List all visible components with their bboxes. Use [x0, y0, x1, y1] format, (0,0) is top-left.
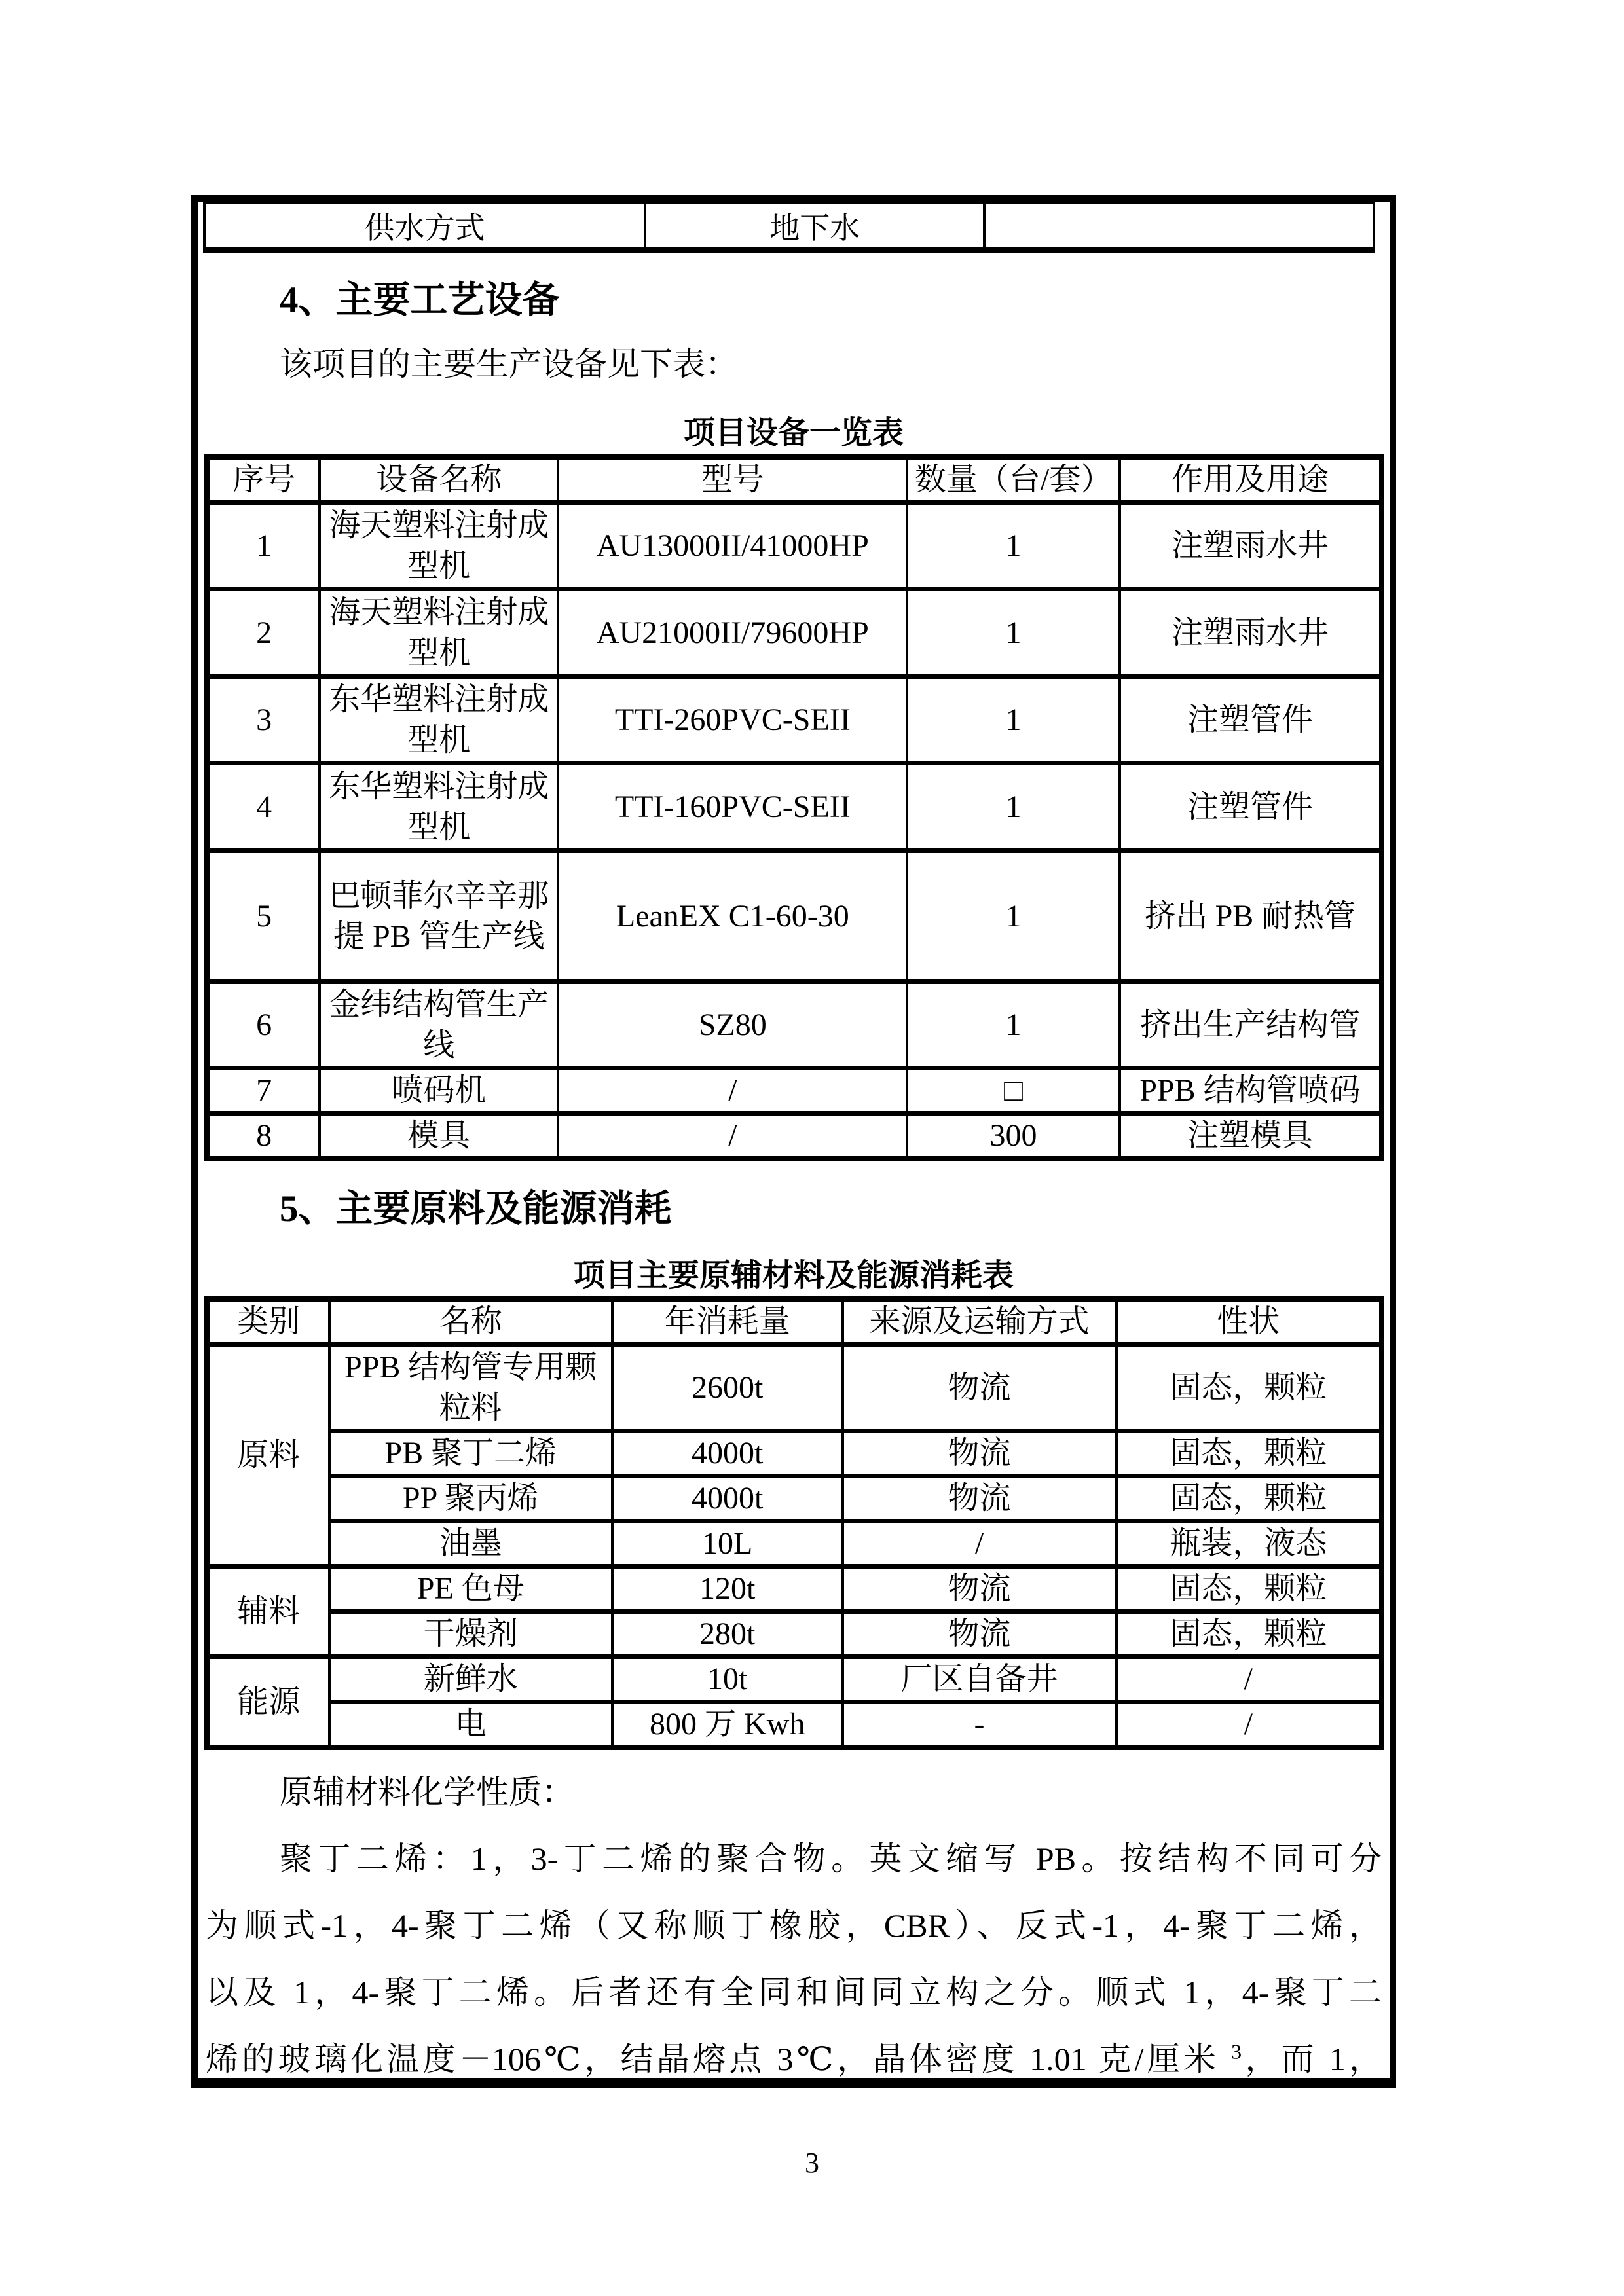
paragraph-text: ，而 1， — [1242, 2041, 1382, 2077]
table-cell: 物流 — [843, 1431, 1116, 1476]
table-cell: 巴顿菲尔辛辛那提 PB 管生产线 — [320, 851, 558, 982]
paragraph-line: 聚丁二烯：1，3-丁二烯的聚合物。英文缩写 PB。按结构不同可分 — [280, 1840, 1382, 1877]
header-cell: 性状 — [1116, 1299, 1382, 1345]
chemistry-intro: 原辅材料化学性质： — [280, 1774, 574, 1810]
table-cell: 物流 — [843, 1345, 1116, 1431]
table-row — [207, 1476, 1382, 1522]
table-cell: 固态，颗粒 — [1116, 1476, 1382, 1522]
table-cell: 4 — [207, 763, 320, 851]
table-cell: PPB 结构管专用颗粒料 — [329, 1345, 612, 1431]
table-cell: 4000t — [612, 1431, 843, 1476]
table-row — [207, 851, 1382, 982]
header-cell: 类别 — [207, 1299, 329, 1345]
table-cell: 海天塑料注射成型机 — [320, 503, 558, 589]
table-cell: 固态，颗粒 — [1116, 1345, 1382, 1431]
category-cell: 能源 — [207, 1657, 329, 1748]
paragraph-line: 以及 1，4-聚丁二烯。后者还有全同和间同立构之分。顺式 1，4-聚丁二 — [206, 1974, 1382, 2011]
table-cell: 固态，颗粒 — [1116, 1431, 1382, 1476]
table-cell: 8 — [207, 1114, 320, 1159]
table-cell: 注塑管件 — [1120, 763, 1382, 851]
table-cell: 物流 — [843, 1612, 1116, 1657]
header-cell: 年消耗量 — [612, 1299, 843, 1345]
table-cell: 2 — [207, 589, 320, 677]
table-cell: 6 — [207, 982, 320, 1068]
table-cell: 挤出 PB 耐热管 — [1120, 851, 1382, 982]
header-cell: 名称 — [329, 1299, 612, 1345]
table-cell: 7 — [207, 1068, 320, 1114]
table-cell: 海天塑料注射成型机 — [320, 589, 558, 677]
table-cell: 10L — [612, 1522, 843, 1567]
table-cell: PB 聚丁二烯 — [329, 1431, 612, 1476]
table-cell: 金纬结构管生产线 — [320, 982, 558, 1068]
table-cell: 挤出生产结构管 — [1120, 982, 1382, 1068]
materials-header-row — [207, 1299, 1382, 1345]
table-cell: 1 — [907, 851, 1120, 982]
table-cell: PP 聚丙烯 — [329, 1476, 612, 1522]
table-cell: 1 — [907, 677, 1120, 763]
chemistry-section — [198, 1774, 1390, 2077]
table-row — [207, 1345, 1382, 1431]
materials-table — [204, 1296, 1384, 1750]
table-cell: 1 — [907, 589, 1120, 677]
header-cell: 作用及用途 — [1120, 457, 1382, 503]
table-cell: 厂区自备井 — [843, 1657, 1116, 1702]
table-cell: 电 — [329, 1702, 612, 1748]
table-cell: 东华塑料注射成型机 — [320, 763, 558, 851]
table-cell: 物流 — [843, 1567, 1116, 1612]
table-cell: 物流 — [843, 1476, 1116, 1522]
table-cell: 280t — [612, 1612, 843, 1657]
superscript-3: 3 — [1231, 2039, 1242, 2064]
table-cell: 2600t — [612, 1345, 843, 1431]
paragraph-line: 为顺式-1，4-聚丁二烯（又称顺丁橡胶，CBR）、反式-1，4-聚丁二烯， — [206, 1907, 1382, 1944]
water-supply-value-cell: 地下水 — [645, 203, 984, 250]
table-cell: 注塑管件 — [1120, 677, 1382, 763]
table-cell: TTI-160PVC-SEII — [558, 763, 907, 851]
table-cell: 1 — [907, 763, 1120, 851]
table-cell: 模具 — [320, 1114, 558, 1159]
table-cell: 固态，颗粒 — [1116, 1567, 1382, 1612]
header-cell: 型号 — [558, 457, 907, 503]
table-cell: 东华塑料注射成型机 — [320, 677, 558, 763]
table-cell: / — [1116, 1657, 1382, 1702]
content-frame — [191, 195, 1396, 2088]
table-cell: 300 — [907, 1114, 1120, 1159]
table-cell: / — [558, 1068, 907, 1114]
table-row — [207, 677, 1382, 763]
table-row — [207, 1431, 1382, 1476]
table-row — [207, 1522, 1382, 1567]
table-cell: SZ80 — [558, 982, 907, 1068]
table-cell: 干燥剂 — [329, 1612, 612, 1657]
equipment-table-title: 项目设备一览表 — [683, 416, 904, 450]
equipment-header-row — [207, 457, 1382, 503]
paragraph-line — [206, 2041, 1382, 2077]
section4-intro: 该项目的主要生产设备见下表： — [280, 346, 738, 382]
table-cell: 固态，颗粒 — [1116, 1612, 1382, 1657]
table-row — [207, 503, 1382, 589]
table-row — [207, 982, 1382, 1068]
materials-table-title: 项目主要原辅材料及能源消耗表 — [573, 1258, 1014, 1293]
missing-glyph-cell: □ — [907, 1068, 1120, 1114]
category-cell: 辅料 — [207, 1567, 329, 1657]
table-row — [207, 1657, 1382, 1702]
section4-heading: 4、主要工艺设备 — [280, 280, 560, 321]
empty-cell — [984, 203, 1374, 250]
table-cell: - — [843, 1702, 1116, 1748]
table-cell: LeanEX C1-60-30 — [558, 851, 907, 982]
table-row — [207, 589, 1382, 677]
table-cell: 油墨 — [329, 1522, 612, 1567]
page-number: 3 — [805, 2147, 819, 2179]
table-cell: 1 — [907, 503, 1120, 589]
table-cell: 1 — [907, 982, 1120, 1068]
table-row — [204, 203, 1374, 250]
header-cell: 数量（台/套） — [907, 457, 1120, 503]
table-row — [207, 1567, 1382, 1612]
table-row — [207, 1114, 1382, 1159]
table-cell: PE 色母 — [329, 1567, 612, 1612]
table-row — [207, 1068, 1382, 1114]
table-cell: 120t — [612, 1567, 843, 1612]
table-row — [207, 1702, 1382, 1748]
table-cell: 1 — [207, 503, 320, 589]
table-cell: 注塑模具 — [1120, 1114, 1382, 1159]
table-cell: / — [1116, 1702, 1382, 1748]
water-supply-label-cell: 供水方式 — [204, 203, 645, 250]
table-cell: 注塑雨水井 — [1120, 589, 1382, 677]
section5-heading: 5、主要原料及能源消耗 — [280, 1188, 672, 1230]
table-cell: 4000t — [612, 1476, 843, 1522]
table-cell: 3 — [207, 677, 320, 763]
table-cell: AU13000II/41000HP — [558, 503, 907, 589]
table-cell: 新鲜水 — [329, 1657, 612, 1702]
water-supply-table — [203, 202, 1375, 253]
table-cell: AU21000II/79600HP — [558, 589, 907, 677]
table-row — [207, 1612, 1382, 1657]
table-cell: 800 万 Kwh — [612, 1702, 843, 1748]
table-cell: TTI-260PVC-SEII — [558, 677, 907, 763]
table-cell: / — [558, 1114, 907, 1159]
table-cell: 喷码机 — [320, 1068, 558, 1114]
equipment-table — [204, 454, 1384, 1161]
table-cell: 5 — [207, 851, 320, 982]
table-cell: 10t — [612, 1657, 843, 1702]
table-cell: 注塑雨水井 — [1120, 503, 1382, 589]
header-cell: 设备名称 — [320, 457, 558, 503]
header-cell: 来源及运输方式 — [843, 1299, 1116, 1345]
header-cell: 序号 — [207, 457, 320, 503]
table-cell: 瓶装，液态 — [1116, 1522, 1382, 1567]
table-cell: PPB 结构管喷码 — [1120, 1068, 1382, 1114]
category-cell: 原料 — [207, 1345, 329, 1567]
table-cell: / — [843, 1522, 1116, 1567]
paragraph-text: 烯的玻璃化温度－106℃，结晶熔点 3℃，晶体密度 1.01 克/厘米 — [206, 2041, 1232, 2077]
table-row — [207, 763, 1382, 851]
